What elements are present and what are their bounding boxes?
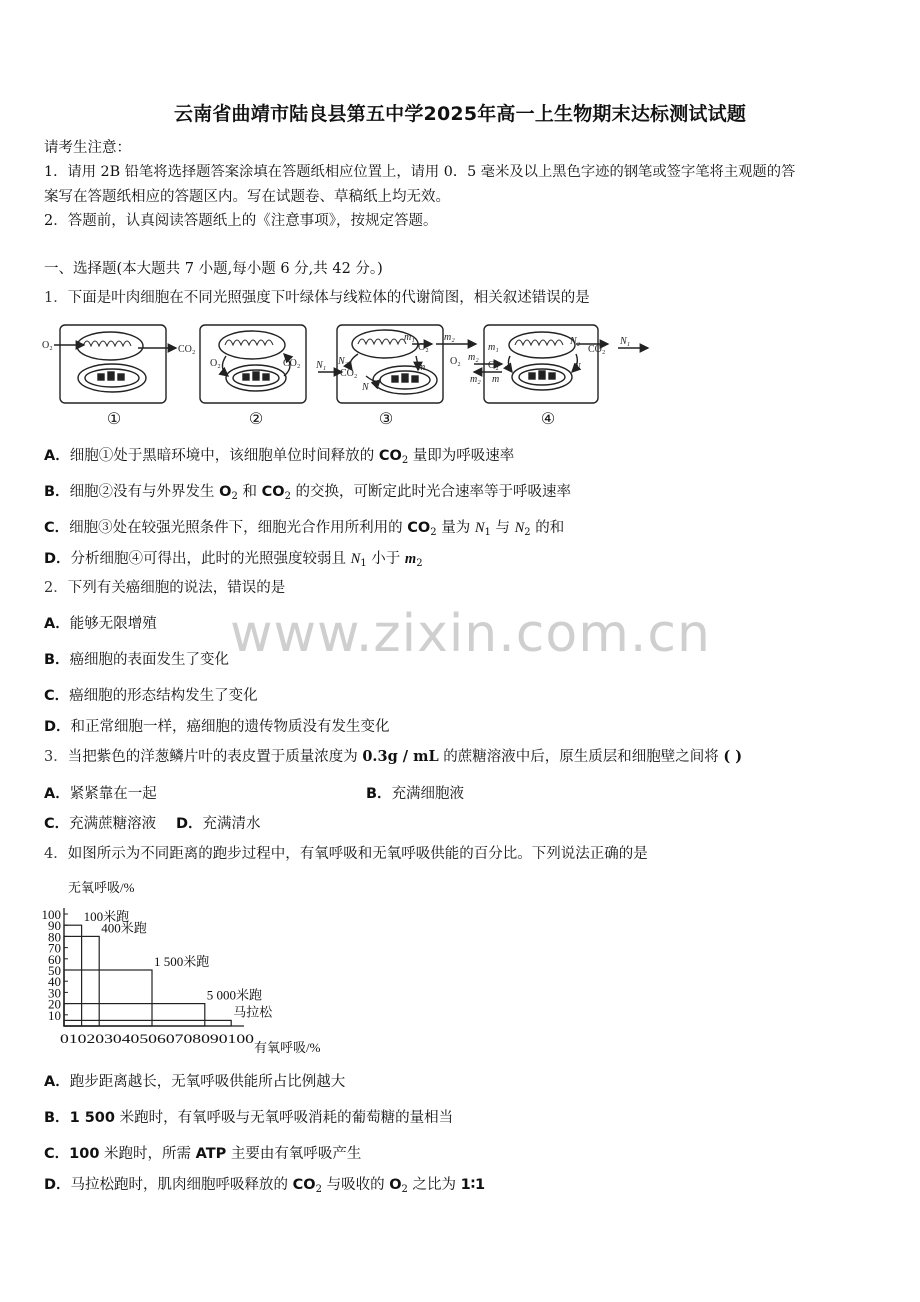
q1-option-d[interactable] (44, 549, 423, 574)
option-text: 能够无限增殖 (69, 616, 157, 632)
svg-text:N: N (362, 382, 369, 393)
svg-text:O₂: O₂ (418, 342, 429, 353)
svg-text:N₂: N₂ (338, 356, 349, 367)
option-text: 充满清水 (202, 816, 261, 832)
subscript: 2 (401, 455, 409, 466)
subscript: 2 (416, 558, 423, 569)
y-tick-label: 30 (48, 985, 61, 1001)
option-text: 米跑时，所需 (99, 1146, 196, 1162)
option-label: C． (44, 816, 70, 832)
subscript: 2 (284, 491, 291, 502)
option-label: C． (44, 688, 70, 704)
cell-label-2: ② (248, 411, 264, 428)
series-label: 400米跑 (101, 920, 147, 936)
question-number: 2． (44, 580, 68, 596)
svg-text:O₂: O₂ (42, 340, 53, 351)
svg-text:O₂: O₂ (488, 360, 499, 371)
option-label: B． (366, 786, 392, 802)
y-tick-label: 100 (41, 907, 61, 922)
question-4-stem (44, 844, 648, 864)
option-label: A． (44, 448, 70, 464)
question-text: 当把紫色的洋葱鳞片叶的表皮置于质量浓度为 (67, 749, 363, 765)
variable-n: N (350, 551, 361, 567)
option-label: D． (44, 719, 71, 735)
y-tick-label: 50 (48, 963, 61, 978)
answer-paren: ( ) (723, 748, 743, 765)
option-text: 细胞①处于黑暗环境中，该细胞单位时间释放的 (69, 448, 379, 464)
subscript: 2 (231, 491, 238, 502)
svg-text:CO₂: CO₂ (283, 358, 301, 369)
bar-5 000米跑 (64, 1004, 205, 1026)
option-text: 量为 (436, 520, 475, 536)
subscript: 2 (430, 527, 437, 538)
variable-m: m (404, 551, 417, 567)
q3-option-b[interactable] (366, 784, 464, 804)
option-text: 与 (490, 520, 515, 536)
svg-text:O₂: O₂ (210, 358, 221, 369)
svg-text:O₂: O₂ (450, 356, 461, 367)
svg-text:m₁: m₁ (488, 342, 499, 353)
question-text: 下面是叶肉细胞在不同光照强度下叶绿体与线粒体的代谢简图，相关叙述错误的是 (67, 290, 590, 306)
question-3-stem (44, 747, 742, 767)
option-text: 与吸收的 (322, 1177, 390, 1193)
series-label: 马拉松 (233, 1004, 273, 1020)
option-label: C． (44, 520, 70, 536)
svg-text:CO₂: CO₂ (178, 344, 196, 355)
watermark: www.zixin.com.cn (230, 604, 711, 664)
svg-text:m: m (418, 362, 426, 373)
option-text: 和正常细胞一样，癌细胞的遗传物质没有发生变化 (70, 719, 390, 735)
option-label: B． (44, 652, 70, 668)
option-label: C． (44, 1146, 70, 1162)
option-text: 的交换，可断定此时光合速率等于呼吸速率 (290, 484, 572, 500)
option-text: 充满细胞液 (391, 786, 465, 802)
y-tick-label: 90 (48, 918, 61, 934)
bar-马拉松 (64, 1020, 231, 1026)
option-text: 量即为呼吸速率 (408, 448, 515, 464)
ratio: 1∶1 (460, 1177, 486, 1193)
question-2-stem (44, 578, 285, 598)
formula-co2: CO (378, 448, 402, 464)
cell-label-4: ④ (540, 411, 556, 428)
svg-text:N₂: N₂ (570, 336, 581, 347)
option-text: 之比为 (407, 1177, 461, 1193)
notice-line-1: 1．请用 2B 铅笔将选择题答案涂填在答题纸相应位置上，请用 0．5 毫米及以上黑色字迹的钢笔或签字笔将主观题的答 (44, 164, 796, 180)
y-tick-label: 60 (48, 951, 61, 967)
cell-label-3: ③ (378, 411, 394, 428)
option-label: A． (44, 1074, 70, 1090)
option-label: A． (44, 786, 70, 802)
q1-option-a[interactable] (44, 446, 514, 471)
svg-text:CO₂: CO₂ (588, 344, 606, 355)
option-text: 细胞③处在较强光照条件下，细胞光合作用所利用的 (69, 520, 408, 536)
x-axis-label: 有氧呼吸/% (254, 1040, 321, 1055)
q2-option-a[interactable] (44, 614, 157, 634)
question-number: 3． (44, 749, 68, 765)
formula-o2: O (389, 1177, 402, 1193)
y-tick-label: 40 (48, 974, 61, 990)
question-text: 如图所示为不同距离的跑步过程中，有氧呼吸和无氧呼吸供能的百分比。下列说法正确的是 (67, 846, 648, 862)
option-text: 细胞②没有与外界发生 (69, 484, 220, 500)
notice-heading: 请考生注意： (44, 140, 131, 156)
x-tick-labels: 0102030405060708090100 (60, 1031, 254, 1046)
subscript: 1 (360, 558, 367, 569)
option-text: 分析细胞④可得出，此时的光照强度较弱且 (70, 551, 351, 567)
y-tick-label: 20 (48, 996, 61, 1012)
q1-option-c[interactable] (44, 518, 564, 543)
option-text: 癌细胞的表面发生了变化 (69, 652, 230, 668)
y-axis-label: 无氧呼吸/% (68, 880, 135, 895)
option-label: B． (44, 484, 70, 500)
respiration-chart (36, 874, 346, 1060)
option-text: 紧紧靠在一起 (69, 786, 157, 802)
subscript: 2 (524, 527, 531, 538)
option-text: 马拉松跑时，肌肉细胞呼吸释放的 (70, 1177, 293, 1193)
option-label: D． (176, 816, 203, 832)
q4-option-b[interactable] (44, 1108, 453, 1128)
variable-n: N (514, 520, 525, 536)
cell-label-1: ① (106, 411, 122, 428)
series-label: 5 000米跑 (206, 987, 263, 1003)
y-tick-label: 10 (48, 1007, 61, 1023)
option-text: 跑步距离越长，无氧呼吸供能所占比例越大 (69, 1074, 346, 1090)
formula-co2: CO (407, 520, 431, 536)
atp-term: ATP (195, 1146, 227, 1162)
q4-option-d[interactable] (44, 1175, 485, 1200)
distance-number: 100 (69, 1146, 100, 1162)
option-text: 主要由有氧呼吸产生 (226, 1146, 362, 1162)
q4-option-a[interactable] (44, 1072, 345, 1092)
question-number: 4． (44, 846, 68, 862)
q3-option-c[interactable] (44, 814, 156, 834)
page-title: 云南省曲靖市陆良县第五中学2025年高一上生物期末达标测试试题 (173, 103, 747, 125)
question-1-stem (44, 288, 590, 308)
option-text: 和 (237, 484, 262, 500)
section-heading: 一、选择题(本大题共 7 小题,每小题 6 分,共 42 分。) (44, 261, 383, 277)
svg-text:m₂: m₂ (444, 332, 455, 343)
q4-option-c[interactable] (44, 1144, 361, 1164)
option-text: 小于 (366, 551, 405, 567)
q3-option-a[interactable] (44, 784, 157, 804)
option-text: 癌细胞的形态结构发生了变化 (69, 688, 258, 704)
option-label: B． (44, 1110, 70, 1126)
series-label: 100米跑 (83, 909, 130, 925)
q2-option-d[interactable] (44, 717, 390, 737)
svg-text:CO₂: CO₂ (340, 368, 358, 379)
y-tick-label: 80 (48, 929, 61, 945)
svg-text:m₂: m₂ (470, 374, 481, 385)
series-label: 1 500米跑 (154, 954, 210, 969)
y-tick-label: 70 (48, 940, 61, 956)
notice-line-2: 2．答题前，认真阅读答题纸上的《注意事项》，按规定答题。 (44, 213, 438, 229)
svg-text:N: N (574, 362, 581, 373)
q2-option-c[interactable] (44, 686, 258, 706)
formula-o2: O (219, 484, 232, 500)
option-label: A． (44, 616, 70, 632)
svg-text:N₁: N₁ (316, 360, 327, 371)
cell-metabolism-diagram (40, 320, 660, 432)
subscript: 1 (484, 527, 491, 538)
option-text: 充满蔗糖溶液 (69, 816, 157, 832)
q1-option-b[interactable] (44, 482, 571, 507)
option-text: 的和 (530, 520, 565, 536)
question-number: 1． (44, 290, 68, 306)
notice-line-1b: 案写在答题纸相应的答题区内。写在试题卷、草稿纸上均无效。 (44, 189, 450, 205)
svg-text:m₁: m₁ (404, 332, 415, 343)
q3-option-d[interactable] (176, 814, 261, 834)
bar-100米跑 (64, 925, 82, 1026)
svg-text:N₁: N₁ (620, 336, 631, 347)
subscript: 2 (401, 1184, 408, 1195)
q2-option-b[interactable] (44, 650, 229, 670)
formula-co2: CO (261, 484, 285, 500)
formula-co2: CO (292, 1177, 316, 1193)
cell-1 (54, 325, 176, 403)
concentration: 0.3g / mL (362, 748, 439, 765)
subscript: 2 (315, 1184, 322, 1195)
question-text: 的蔗糖溶液中后，原生质层和细胞壁之间将 (438, 749, 724, 765)
variable-n: N (474, 520, 485, 536)
distance-number: 1 500 (69, 1110, 115, 1126)
bar-1 500米跑 (64, 970, 152, 1026)
svg-text:m: m (492, 374, 500, 385)
svg-text:m₂: m₂ (468, 352, 479, 363)
option-label: D． (44, 551, 71, 567)
question-text: 下列有关癌细胞的说法，错误的是 (67, 580, 286, 596)
option-text: 米跑时，有氧呼吸与无氧呼吸消耗的葡萄糖的量相当 (114, 1110, 454, 1126)
option-label: D． (44, 1177, 71, 1193)
